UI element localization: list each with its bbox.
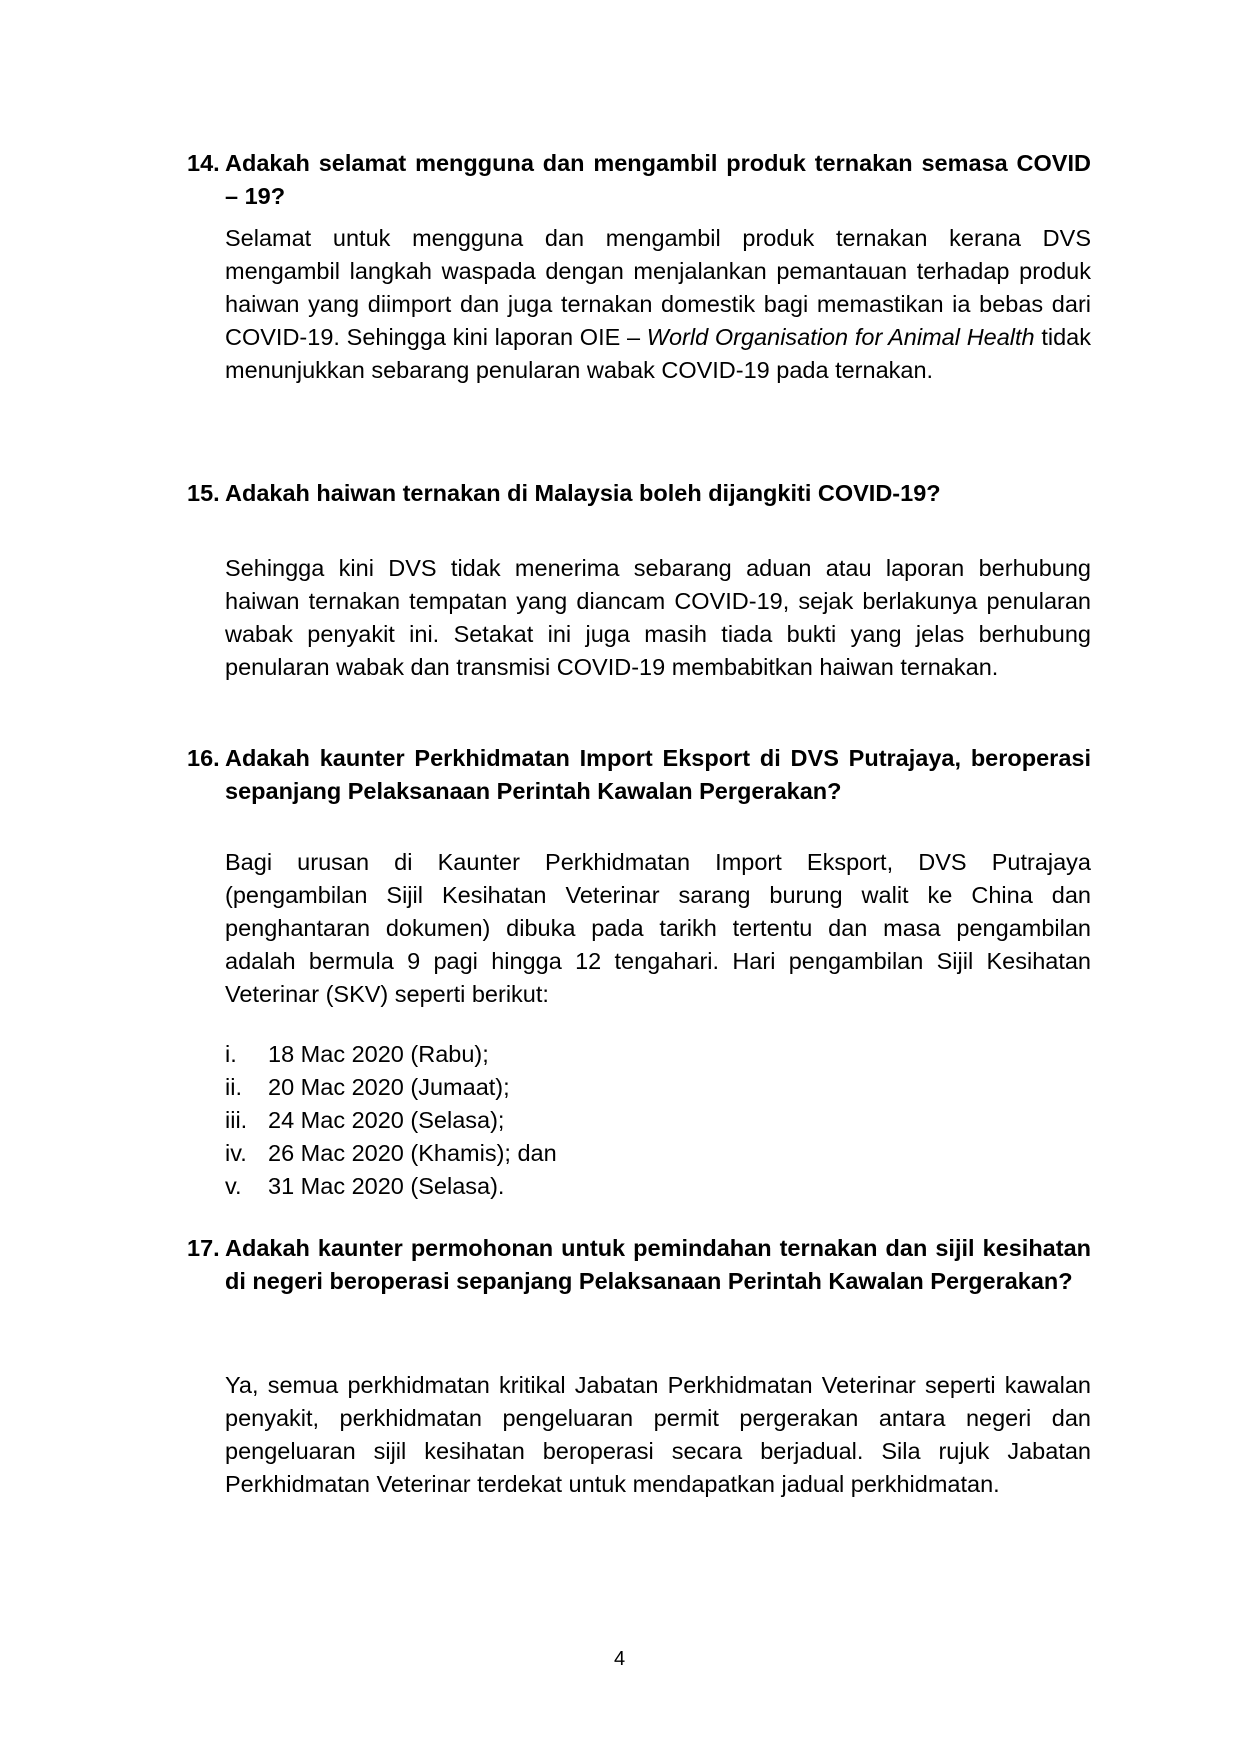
question-text: Adakah kaunter Perkhidmatan Import Eksport di DVS Putrajaya, beroperasi sepanjang Pelaksanaan Perintah Kawalan Pergerakan? <box>225 745 1091 804</box>
list-item <box>225 1137 825 1170</box>
list-item-text: 20 Mac 2020 (Jumaat); <box>268 1074 510 1100</box>
question-number: 16. <box>187 745 220 771</box>
page-number: 4 <box>613 1648 626 1670</box>
list-item-text: 31 Mac 2020 (Selasa). <box>268 1173 505 1199</box>
question-text: Adakah kaunter permohonan untuk pemindahan ternakan dan sijil kesihatan di negeri beroperasi sepanjang Pelaksanaan Perintah Kawalan Pergerakan? <box>225 1235 1091 1294</box>
faq-answer-15: Sehingga kini DVS tidak menerima sebarang aduan atau laporan berhubung haiwan ternakan tempatan yang diancam COVID-19, sejak berlakunya penularan wabak penyakit ini. Setakat ini juga masih tiada bukti yang jelas berhubung penularan wabak dan transmisi COVID-19 membabitkan haiwan ternakan. <box>225 555 1091 680</box>
list-marker: ii. <box>225 1074 242 1100</box>
list-item-text: 26 Mac 2020 (Khamis); dan <box>268 1140 557 1166</box>
faq-answer-17: Ya, semua perkhidmatan kritikal Jabatan Perkhidmatan Veterinar seperti kawalan penyakit, perkhidmatan pengeluaran permit pergerakan antara negeri dan pengeluaran sijil kesihatan beroperasi secara berjadual. Sila rujuk Jabatan Perkhidmatan Veterinar terdekat untuk mendapatkan jadual perkhidmatan. <box>225 1372 1091 1497</box>
faq-answer-14 <box>225 222 1091 387</box>
skv-date-list <box>225 1038 825 1203</box>
question-number: 17. <box>187 1235 220 1261</box>
faq-question-17 <box>187 1232 1091 1298</box>
question-text: Adakah selamat mengguna dan mengambil produk ternakan semasa COVID – 19? <box>225 150 1091 209</box>
answer-text: tidak menunjukkan sebarang penularan wabak COVID-19 pada ternakan. <box>225 324 1091 383</box>
list-item <box>225 1038 825 1071</box>
list-item-text: 18 Mac 2020 (Rabu); <box>268 1041 489 1067</box>
faq-answer-16: Bagi urusan di Kaunter Perkhidmatan Import Eksport, DVS Putrajaya (pengambilan Sijil Kesihatan Veterinar sarang burung walit ke China dan penghantaran dokumen) dibuka pada tarikh tertentu dan masa pengambilan adalah bermula 9 pagi hingga 12 tengahari. Hari pengambilan Sijil Kesihatan Veterinar (SKV) seperti berikut: <box>225 849 1091 1007</box>
list-marker: v. <box>225 1173 242 1199</box>
list-item <box>225 1170 825 1203</box>
faq-question-14 <box>187 147 1091 213</box>
faq-question-15 <box>187 477 1091 510</box>
answer-italic-text: World Organisation for Animal Health <box>646 324 1035 350</box>
list-marker: i. <box>225 1041 237 1067</box>
answer-text: Selamat untuk mengguna dan mengambil produk ternakan kerana DVS mengambil langkah waspada dengan menjalankan pemantauan terhadap produk haiwan yang diimport dan juga ternakan domestik bagi memastikan ia bebas dari COVID-19. Sehingga kini laporan OIE – <box>225 225 1091 350</box>
list-item <box>225 1104 825 1137</box>
question-number: 14. <box>187 150 220 176</box>
faq-question-16 <box>187 742 1091 808</box>
list-marker: iv. <box>225 1140 247 1166</box>
question-text: Adakah haiwan ternakan di Malaysia boleh dijangkiti COVID-19? <box>225 480 941 506</box>
question-number: 15. <box>187 480 220 506</box>
list-item <box>225 1071 825 1104</box>
list-item-text: 24 Mac 2020 (Selasa); <box>268 1107 505 1133</box>
list-marker: iii. <box>225 1107 248 1133</box>
